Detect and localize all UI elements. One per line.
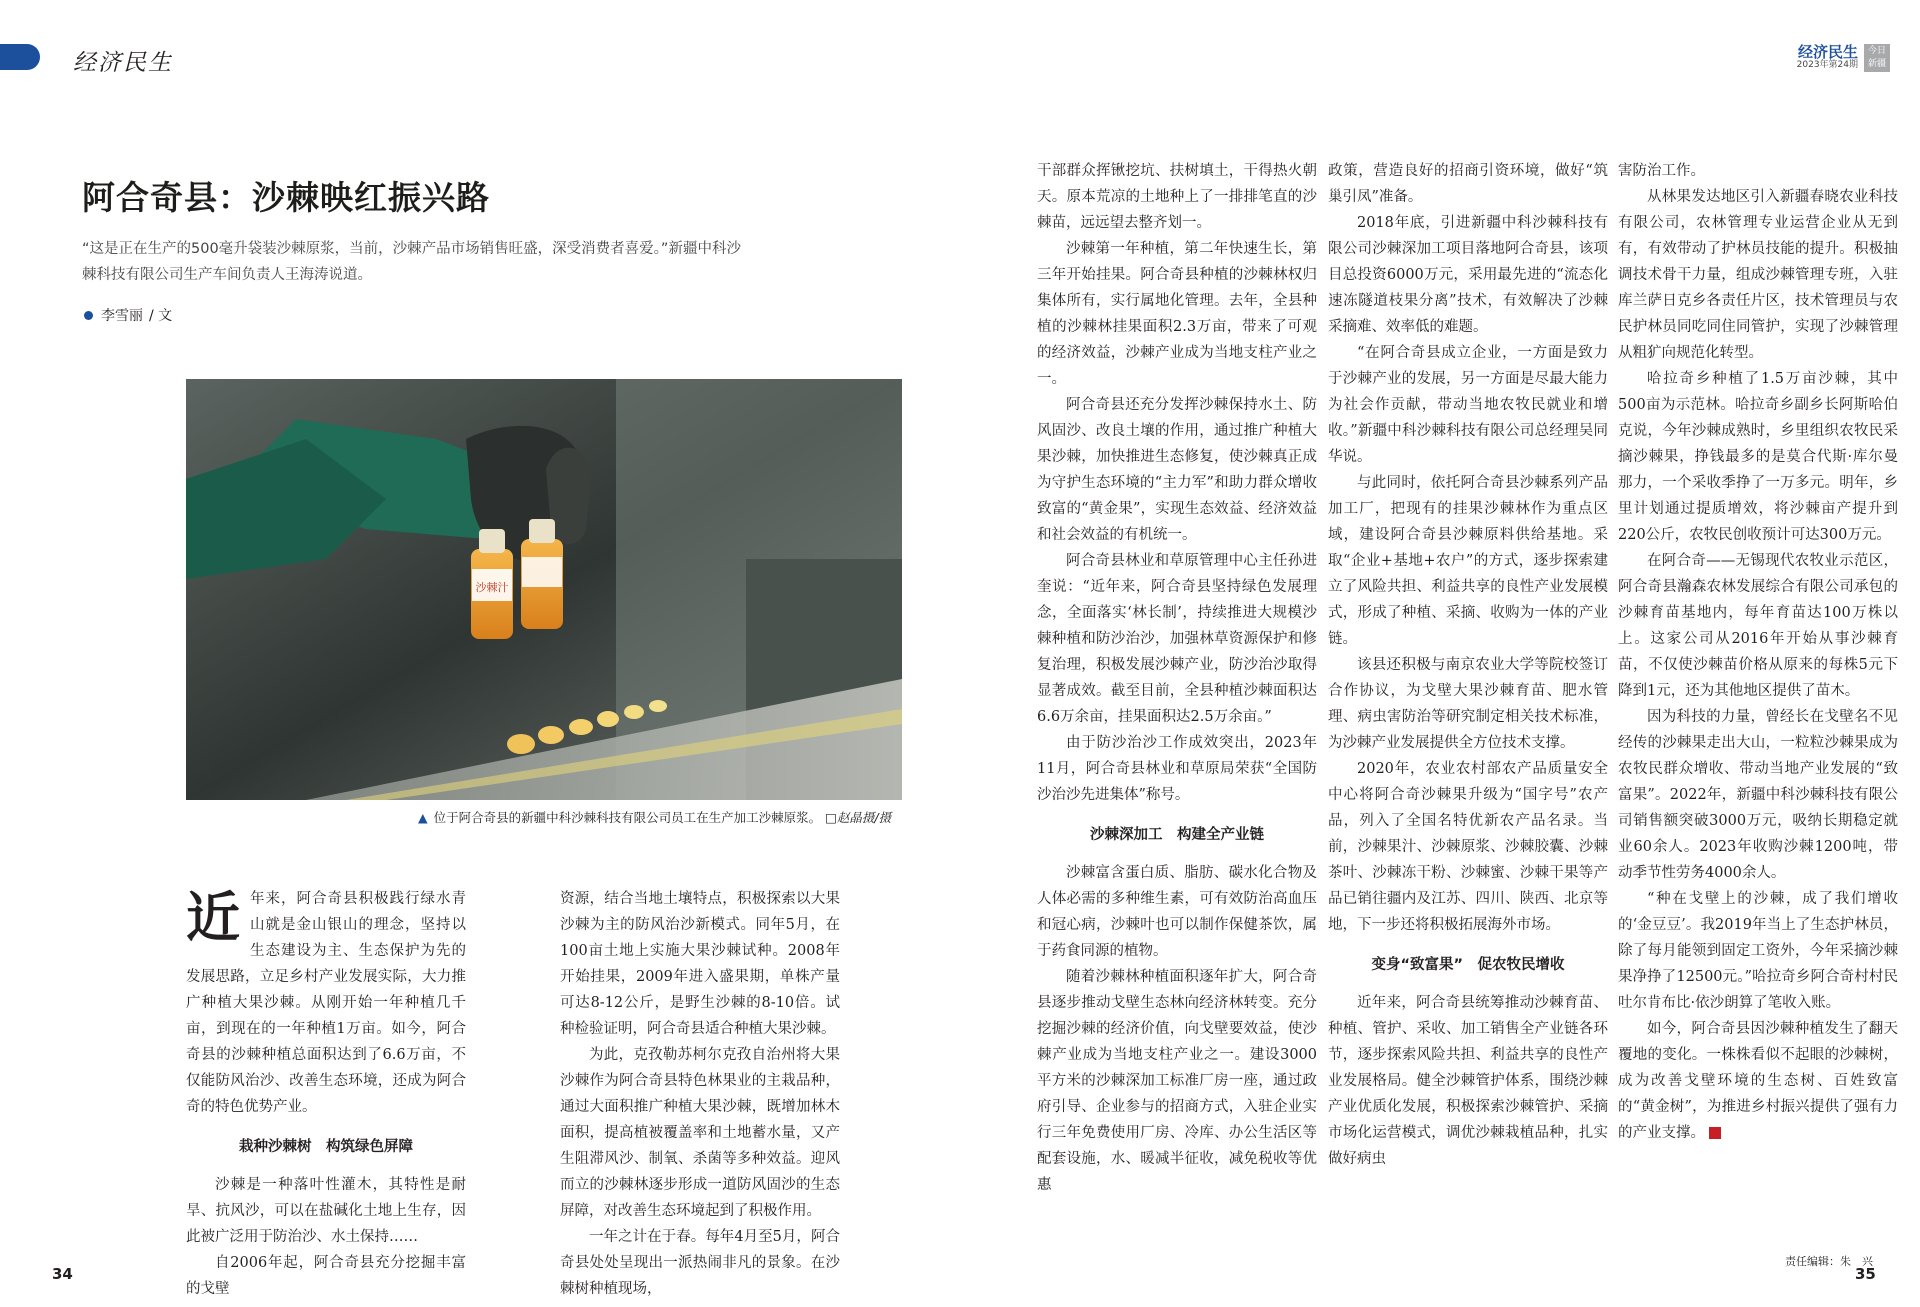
paragraph: 近年来，阿合奇县统筹推动沙棘育苗、种植、管护、采收、加工销售全产业链各环节，逐步探索风险共担、利益共享的良性产业发展格局。健全沙棘管护体系，围绕沙棘产业优质化发展，积极探索沙棘管护、采摘市场化运营模式，调优沙棘栽植品种，扎实做好病虫 bbox=[1328, 995, 1608, 1167]
paragraph: 干部群众挥锹挖坑、扶树填土，干得热火朝天。原本荒凉的土地种上了一排排笔直的沙棘苗，远远望去整齐划一。 bbox=[1037, 163, 1317, 231]
caption-text: 位于阿合奇县的新疆中科沙棘科技有限公司员工在生产加工沙棘原浆。 bbox=[433, 810, 822, 825]
paragraph: 与此同时，依托阿合奇县沙棘系列产品加工厂，把现有的挂果沙棘林作为重点区域，建设阿合奇县沙棘原料供给基地。采取“企业+基地+农户”的方式，逐步探索建立了风险共担、利益共享的良性产业发展模式，形成了种植、采摘、收购为一体的产业链。 bbox=[1328, 475, 1608, 647]
paragraph: 2020年，农业农村部农产品质量安全中心将阿合奇沙棘果升级为“国字号”农产品，列入了全国名特优新农产品名录。当前，沙棘果汁、沙棘原浆、沙棘胶囊、沙棘茶叶、沙棘冻干粉、沙棘蜜、沙棘干果等产品已销往疆内及江苏、四川、陕西、北京等地，下一步还将积极拓展海外市场。 bbox=[1328, 761, 1608, 933]
author-suffix: / 文 bbox=[149, 308, 173, 324]
author-name: 李雪丽 bbox=[101, 308, 143, 324]
photo-caption bbox=[418, 808, 891, 826]
paragraph: 为此，克孜勒苏柯尔克孜自治州将大果沙棘作为阿合奇县特色林果业的主栽品种，通过大面积推广种植大果沙棘，既增加林木面积，提高植被覆盖率和土地蓄水量，又产生阻滞风沙、制氧、杀菌等多种效益。迎风而立的沙棘林逐步形成一道防风固沙的生态屏障，对改善生态环境起到了积极作用。 bbox=[560, 1047, 840, 1219]
bottle-label: 沙棘汁 bbox=[475, 581, 509, 594]
paragraph: 年来，阿合奇县积极践行绿水青山就是金山银山的理念，坚持以生态建设为主、生态保护为先的发展思路，立足乡村产业发展实际，大力推广种植大果沙棘。从刚开始一年种植几千亩，到现在的一年种植1万亩。如今，阿合奇县的沙棘种植总面积达到了6.6万亩，不仅能防风治沙、改善生态环境，还成为阿合奇的特色优势产业。 bbox=[186, 891, 466, 1115]
article-lead: “这是正在生产的500毫升袋装沙棘原浆，当前，沙棘产品市场销售旺盛，深受消费者喜爱。”新疆中科沙棘科技有限公司生产车间负责人王海涛说道。 bbox=[82, 241, 741, 283]
paragraph: 阿合奇县还充分发挥沙棘保持水土、防风固沙、改良土壤的作用，通过推广种植大果沙棘，加快推进生态修复，使沙棘真正成为守护生态环境的“主力军”和助力群众增收致富的“黄金果”，实现生态效益、经济效益和社会效益的有机统一。 bbox=[1037, 397, 1317, 543]
mast-title: 经济民生 bbox=[1797, 43, 1858, 61]
page-number-left: 34 bbox=[52, 1265, 73, 1283]
paragraph: 由于防沙治沙工作成效突出，2023年11月，阿合奇县林业和草原局荣获“全国防沙治沙先进集体”称号。 bbox=[1037, 735, 1317, 803]
paragraph: 自2006年起，阿合奇县充分挖掘丰富的戈壁 bbox=[186, 1255, 466, 1297]
byline-dot-icon bbox=[84, 311, 93, 320]
paragraph: 在阿合奇——无锡现代农牧业示范区，阿合奇县瀚森农林发展综合有限公司承包的沙棘育苗基地内，每年育苗达100万株以上。这家公司从2016年开始从事沙棘育苗，不仅使沙棘苗价格从原来的每株5元下降到1元，还为其他地区提供了苗木。 bbox=[1618, 553, 1898, 699]
article-title: 阿合奇县：沙棘映红振兴路 bbox=[82, 178, 490, 217]
subheading: 变身“致富果” 促农牧民增收 bbox=[1371, 957, 1565, 973]
paragraph: 政策，营造良好的招商引资环境，做好“筑巢引凤”准备。 bbox=[1328, 163, 1608, 205]
text-column-5 bbox=[1618, 158, 1898, 1146]
paragraph: 沙棘富含蛋白质、脂肪、碳水化合物及人体必需的多种维生素，可有效防治高血压和冠心病，沙棘叶也可以制作保健茶饮，属于药食同源的植物。 bbox=[1037, 865, 1317, 959]
paragraph: 资源，结合当地土壤特点，积极探索以大果沙棘为主的防风治沙新模式。同年5月，在100亩土地上实施大果沙棘试种。2008年开始挂果，2009年进入盛果期，单株产量可达8-12公斤，是野生沙棘的8-10倍。试种检验证明，阿合奇县适合种植大果沙棘。 bbox=[560, 891, 840, 1037]
caption-triangle-icon: ▲ bbox=[418, 810, 428, 825]
editor-credit: 责任编辑：朱 兴 bbox=[1785, 1255, 1873, 1268]
masthead bbox=[1797, 44, 1890, 74]
text-column-1 bbox=[186, 886, 466, 1302]
subheading: 栽种沙棘树 构筑绿色屏障 bbox=[239, 1139, 413, 1155]
paragraph: 从林果发达地区引入新疆春晓农业科技有限公司，农林管理专业运营企业从无到有，有效带动了护林员技能的提升。积极抽调技术骨干力量，组成沙棘管理专班，入驻库兰萨日克乡各责任片区，技术管理员与农民护林员同吃同住同管护，实现了沙棘管理从粗犷向规范化转型。 bbox=[1618, 189, 1898, 361]
paragraph bbox=[1618, 1016, 1898, 1146]
paragraph: 因为科技的力量，曾经长在戈壁名不见经传的沙棘果走出大山，一粒粒沙棘果成为农牧民群众增收、带动当地产业发展的“致富果”。2022年，新疆中科沙棘科技有限公司销售额突破3000万元，吸纳长期稳定就业60余人。2023年收购沙棘1200吨，带动季节性劳务4000余人。 bbox=[1618, 709, 1898, 881]
text-column-4 bbox=[1328, 158, 1608, 1172]
paragraph: 2018年底，引进新疆中科沙棘科技有限公司沙棘深加工项目落地阿合奇县，该项目总投资6000万元，采用最先进的“流态化速冻隧道枝果分离”技术，有效解决了沙棘采摘难、效率低的难题。 bbox=[1328, 215, 1608, 335]
subheading: 沙棘深加工 构建全产业链 bbox=[1090, 827, 1264, 843]
mast-badge bbox=[1864, 44, 1890, 72]
paragraph: 害防治工作。 bbox=[1618, 163, 1705, 179]
article-photo bbox=[186, 379, 902, 800]
paragraph: 沙棘是一种落叶性灌木，其特性是耐旱、抗风沙，可以在盐碱化土地上生存，因此被广泛用于防治沙、水土保持…… bbox=[186, 1177, 466, 1245]
paragraph: “在阿合奇县成立企业，一方面是致力于沙棘产业的发展，另一方面是尽最大能力为社会作贡献，带动当地农牧民就业和增收。”新疆中科沙棘科技有限公司总经理吴同华说。 bbox=[1328, 345, 1608, 465]
mast-badge-line2: 新疆 bbox=[1867, 59, 1886, 69]
byline bbox=[84, 305, 172, 325]
section-label: 经济民生 bbox=[73, 50, 173, 76]
paragraph: 哈拉奇乡种植了1.5万亩沙棘，其中500亩为示范林。哈拉奇乡副乡长阿斯哈伯克说，今年沙棘成熟时，乡里组织农牧民采摘沙棘果，挣钱最多的是莫合代斯·库尔曼那力，一个采收季挣了一万多元。明年，乡里计划通过提质增效，将沙棘亩产提升到220公斤，农牧民创收预计可达300万元。 bbox=[1618, 371, 1898, 543]
mast-issue: 2023年第24期 bbox=[1796, 60, 1858, 70]
paragraph: “种在戈壁上的沙棘，成了我们增收的‘金豆豆’。我2019年当上了生态护林员，除了每月能领到固定工资外，今年采摘沙棘果净挣了12500元。”哈拉奇乡阿合奇村村民吐尔肯布比·依沙朗算了笔收入账。 bbox=[1618, 891, 1898, 1011]
end-mark-icon: J bbox=[1709, 1127, 1721, 1139]
paragraph: 一年之计在于春。每年4月至5月，阿合奇县处处呈现出一派热闹非凡的景象。在沙棘树种植现场， bbox=[560, 1229, 840, 1297]
paragraph: 随着沙棘林种植面积逐年扩大，阿合奇县逐步推动戈壁生态林向经济林转变。充分挖掘沙棘的经济价值，向戈壁要效益，使沙棘产业成为当地支柱产业之一。建设3000平方米的沙棘深加工标准厂房一座，通过政府引导、企业参与的招商方式，入驻企业实行三年免费使用厂房、冷库、办公生活区等配套设施，水、暖减半征收，减免税收等优惠 bbox=[1037, 969, 1317, 1193]
drop-cap: 近 bbox=[186, 886, 240, 949]
photo-illustration bbox=[186, 379, 902, 800]
section-tab-marker bbox=[0, 44, 40, 70]
closing-paragraph: 如今，阿合奇县因沙棘种植发生了翻天覆地的变化。一株株看似不起眼的沙棘树，成为改善戈壁环境的生态树、百姓致富的“黄金树”，为推进乡村振兴提供了强有力的产业支撑。 bbox=[1618, 1021, 1898, 1141]
paragraph: 该县还积极与南京农业大学等院校签订合作协议，为戈壁大果沙棘育苗、肥水管理、病虫害防治等研究制定相关技术标准，为沙棘产业发展提供全方位技术支撑。 bbox=[1328, 657, 1608, 751]
mast-badge-line1: 今日 bbox=[1867, 46, 1886, 56]
photo-credit: □赵晶摄/摄 bbox=[825, 810, 892, 825]
paragraph: 阿合奇县林业和草原管理中心主任孙进奎说：“近年来，阿合奇县坚持绿色发展理念，全面落实‘林长制’，持续推进大规模沙棘种植和防沙治沙，加强林草资源保护和修复治理，积极发展沙棘产业，防沙治沙取得显著成效。截至目前，全县种植沙棘面积达6.6万余亩，挂果面积达2.5万余亩。” bbox=[1037, 553, 1317, 725]
paragraph: 沙棘第一年种植，第二年快速生长，第三年开始挂果。阿合奇县种植的沙棘林权归集体所有，实行属地化管理。去年，全县种植的沙棘林挂果面积2.3万亩，带来了可观的经济效益，沙棘产业成为当地支柱产业之一。 bbox=[1037, 241, 1317, 387]
text-column-2 bbox=[560, 886, 840, 1302]
page-number-right: 35 bbox=[1855, 1265, 1876, 1283]
text-column-3 bbox=[1037, 158, 1317, 1198]
